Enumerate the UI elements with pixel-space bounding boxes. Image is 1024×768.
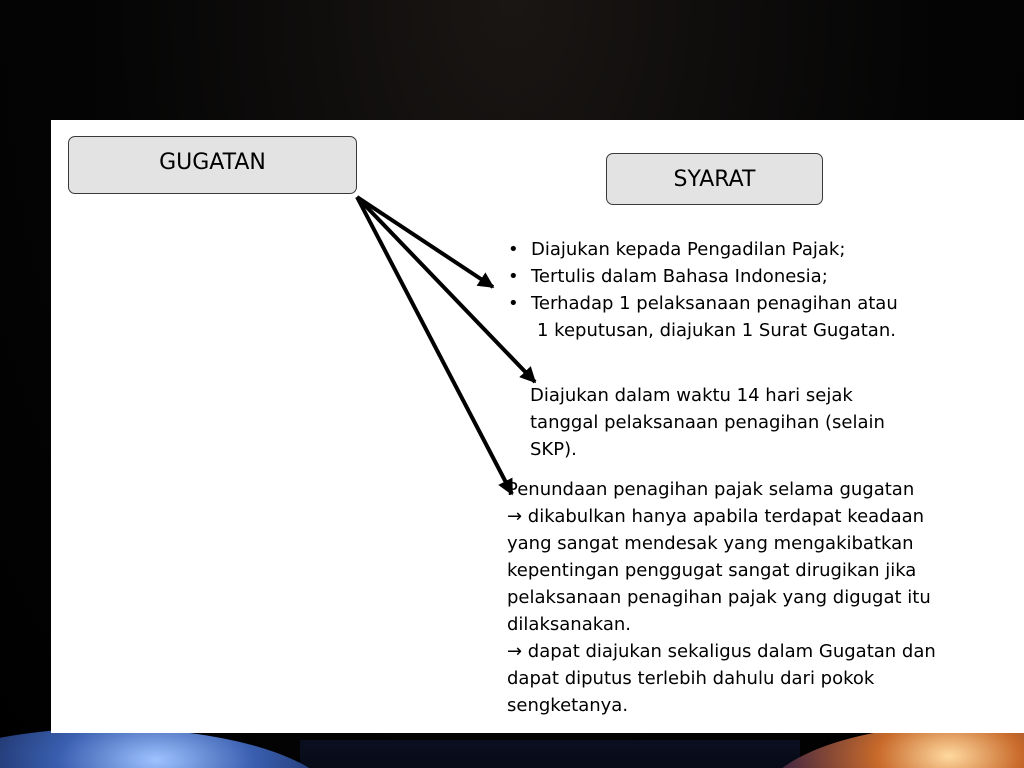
waktu-text-block (528, 382, 928, 463)
syarat-item-3-line-2: 1 keputusan, diajukan 1 Surat Gugatan. (537, 320, 896, 341)
syarat-item-1: Diajukan kepada Pengadilan Pajak; (531, 239, 846, 260)
syarat-item-2: Tertulis dalam Bahasa Indonesia; (531, 266, 828, 287)
penundaan-line-6: dilaksanakan. (507, 614, 631, 635)
penundaan-line-7: → dapat diajukan sekaligus dalam Gugatan dan (507, 641, 936, 662)
penundaan-line-4: kepentingan penggugat sangat dirugikan jika (507, 560, 917, 581)
penundaan-line-9: sengketanya. (507, 695, 629, 716)
penundaan-text-block (507, 476, 997, 719)
waktu-line-3: SKP). (530, 439, 577, 460)
penundaan-line-8: dapat diputus terlebih dahulu dari pokok (507, 668, 875, 689)
syarat-item-3-line-1: Terhadap 1 pelaksanaan penagihan atau (531, 293, 898, 314)
penundaan-line-5: pelaksanaan penagihan pajak yang digugat itu (507, 587, 931, 608)
syarat-list (506, 236, 946, 344)
penundaan-line-3: yang sangat mendesak yang mengakibatkan (507, 533, 914, 554)
waktu-line-2: tanggal pelaksanaan penagihan (selain (530, 412, 885, 433)
list-item (506, 236, 946, 263)
arrow-to-syarat-list (357, 197, 493, 287)
list-item (506, 263, 946, 290)
syarat-label: SYARAT (673, 166, 756, 192)
list-item (506, 290, 946, 344)
penundaan-line-1: Penundaan penagihan pajak selama gugatan (507, 479, 915, 500)
waktu-line-1: Diajukan dalam waktu 14 hari sejak (530, 385, 853, 406)
arrow-to-penundaan (357, 197, 512, 494)
gugatan-label: GUGATAN (159, 149, 266, 175)
penundaan-line-2: → dikabulkan hanya apabila terdapat keadaan (507, 506, 925, 527)
